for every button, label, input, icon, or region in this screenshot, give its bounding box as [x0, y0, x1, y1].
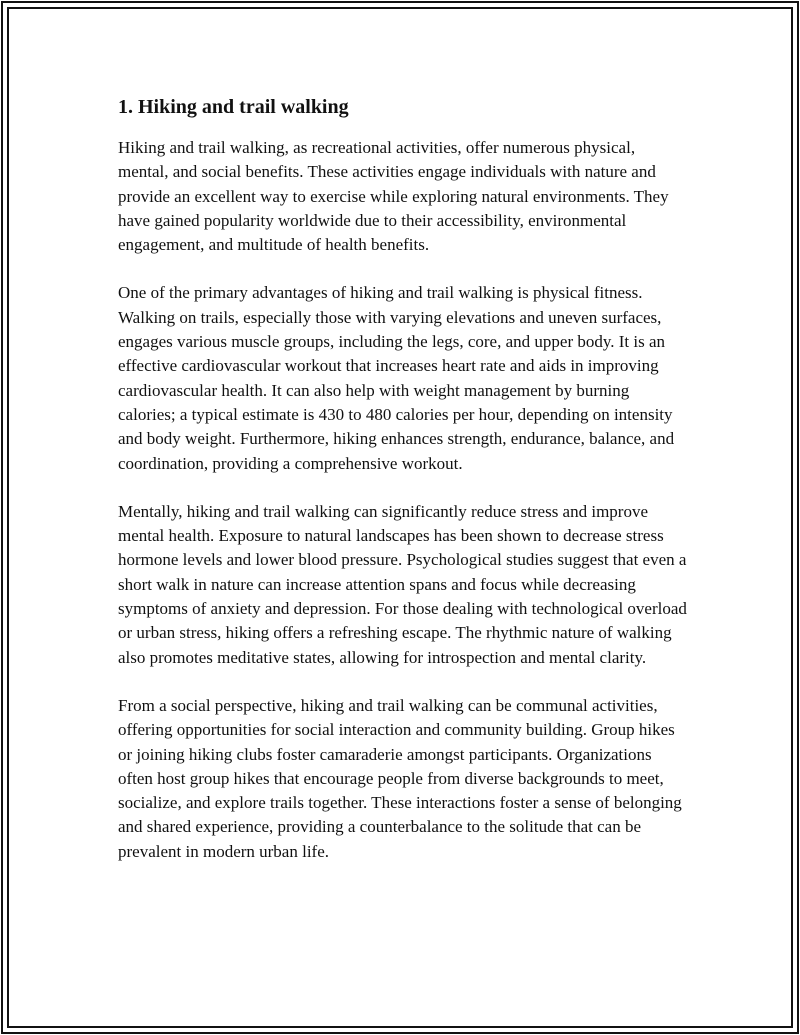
paragraph-intro: Hiking and trail walking, as recreational activities, offer numerous physical, mental, and social benefits. These activities engage individuals with nature and provide an excellent way to exercise while exploring natural environments. They have gained popularity worldwide due to their accessibility, environmental engagement, and multitude of health benefits.: [118, 138, 669, 255]
paragraph-mental-benefits: Mentally, hiking and trail walking can significantly reduce stress and improve mental health. Exposure to natural landscapes has been shown to decrease stress hormone levels and lower blood pressure. Psychological studies suggest that even a short walk in nature can increase attention spans and focus while decreasing symptoms of anxiety and depression. For those dealing with technological overload or urban stress, hiking offers a refreshing escape. The rhythmic nature of walking also promotes meditative states, allowing for introspection and mental clarity.: [118, 501, 687, 667]
document-body: [118, 94, 688, 888]
paragraph-social-benefits: From a social perspective, hiking and trail walking can be communal activities, offering opportunities for social interaction and community building. Group hikes or joining hiking clubs foster camaraderie amongst participants. Organizations often host group hikes that encourage people from diverse backgrounds to meet, socialize, and explore trails together. These interactions foster a sense of belonging and shared experience, providing a counterbalance to the solitude that can be prevalent in modern urban life.: [118, 695, 682, 861]
paragraph-physical-benefits: One of the primary advantages of hiking and trail walking is physical fitness. Walking on trails, especially those with varying elevations and uneven surfaces, engages various muscle groups, including the legs, core, and upper body. It is an effective cardiovascular workout that increases heart rate and aids in improving cardiovascular health. It can also help with weight management by burning calories; a typical estimate is 430 to 480 calories per hour, depending on intensity and body weight. Furthermore, hiking enhances strength, endurance, balance, and coordination, providing a comprehensive workout.: [118, 283, 675, 473]
section-title: 1. Hiking and trail walking: [118, 96, 349, 118]
